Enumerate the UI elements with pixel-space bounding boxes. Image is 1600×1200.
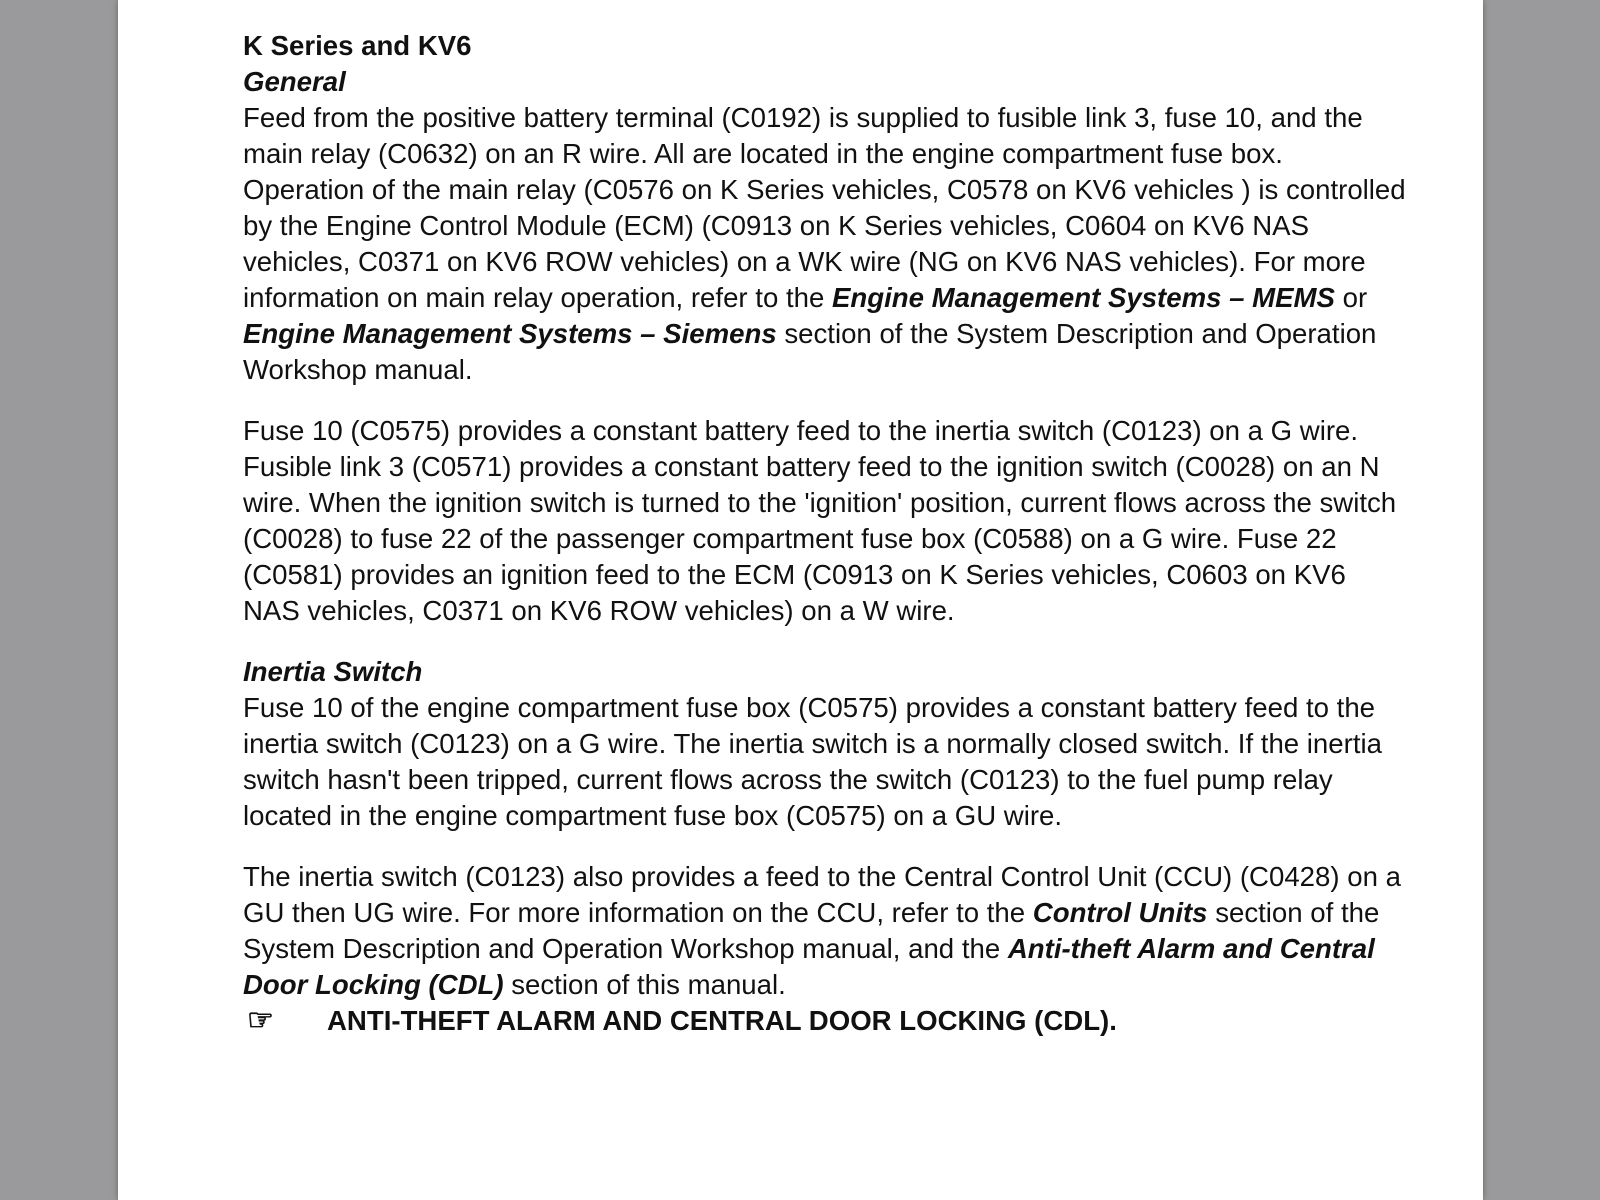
engine-management-siemens-link[interactable]: Engine Management Systems – Siemens [243,318,777,349]
paragraph-gap [243,629,1408,654]
inertia-p2-tail: section of this manual. [503,969,786,1000]
inertia-p2-text: The inertia switch (C0123) also provides a feed to the Central Control Unit (CCU) (C0428) on a GU then UG wire. For more information on the CCU, refer to the [243,861,1401,928]
general-heading: General [243,66,346,97]
document-page [118,0,1483,1200]
pointing-hand-icon: ☞ [247,1004,274,1037]
inertia-switch-heading: Inertia Switch [243,656,423,687]
control-units-link[interactable]: Control Units [1032,897,1208,928]
paragraph-gap [243,388,1408,413]
general-paragraph-1 [243,100,1408,388]
cross-reference-text[interactable]: ANTI-THEFT ALARM AND CENTRAL DOOR LOCKING (CDL). [327,1005,1117,1036]
section-title: K Series and KV6 [243,30,472,61]
page-content [243,28,1408,1039]
anti-theft-alarm-cdl-link[interactable]: Anti-theft Alarm and Central Door Locking (CDL) [243,933,1375,1000]
engine-management-mems-link[interactable]: Engine Management Systems – MEMS [831,282,1335,313]
inertia-p2-mid: section of the System Description and Operation Workshop manual, and the [243,897,1380,964]
general-paragraph-2: Fuse 10 (C0575) provides a constant battery feed to the inertia switch (C0123) on a G wire. Fusible link 3 (C0571) provides a constant battery feed to the ignition switch (C0028) on an N wire. When the ignition switch is turned to the 'ignition' position, current flows across the switch (C0028) to fuse 22 of the passenger compartment fuse box (C0588) on a G wire. Fuse 22 (C0581) provides an ignition feed to the ECM (C0913 on K Series vehicles, C0603 on KV6 NAS vehicles, C0371 on KV6 ROW vehicles) on a W wire. [243,415,1397,626]
general-p1-or: or [1334,282,1368,313]
paragraph-gap [243,834,1408,859]
general-p1-text: Feed from the positive battery terminal (C0192) is supplied to fusible link 3, fuse 10, and the main relay (C0632) on an R wire. All are located in the engine compartment fuse box. Operation of the main relay (C0576 on K Series vehicles, C0578 on KV6 vehicles ) is controlled by the Engine Control Module (ECM) (C0913 on K Series vehicles, C0604 on KV6 NAS vehicles, C0371 on KV6 ROW vehicles) on a WK wire (NG on KV6 NAS vehicles). For more information on main relay operation, refer to the [243,102,1406,313]
inertia-paragraph-2 [243,859,1408,1003]
inertia-paragraph-1: Fuse 10 of the engine compartment fuse box (C0575) provides a constant battery feed to the inertia switch (C0123) on a G wire. The inertia switch is a normally closed switch. If the inertia switch hasn't been tripped, current flows across the switch (C0123) to the fuel pump relay located in the engine compartment fuse box (C0575) on a GU wire. [243,692,1382,831]
cross-reference[interactable] [243,1003,1408,1039]
general-p1-tail: section of the System Description and Operation Workshop manual. [243,318,1377,385]
